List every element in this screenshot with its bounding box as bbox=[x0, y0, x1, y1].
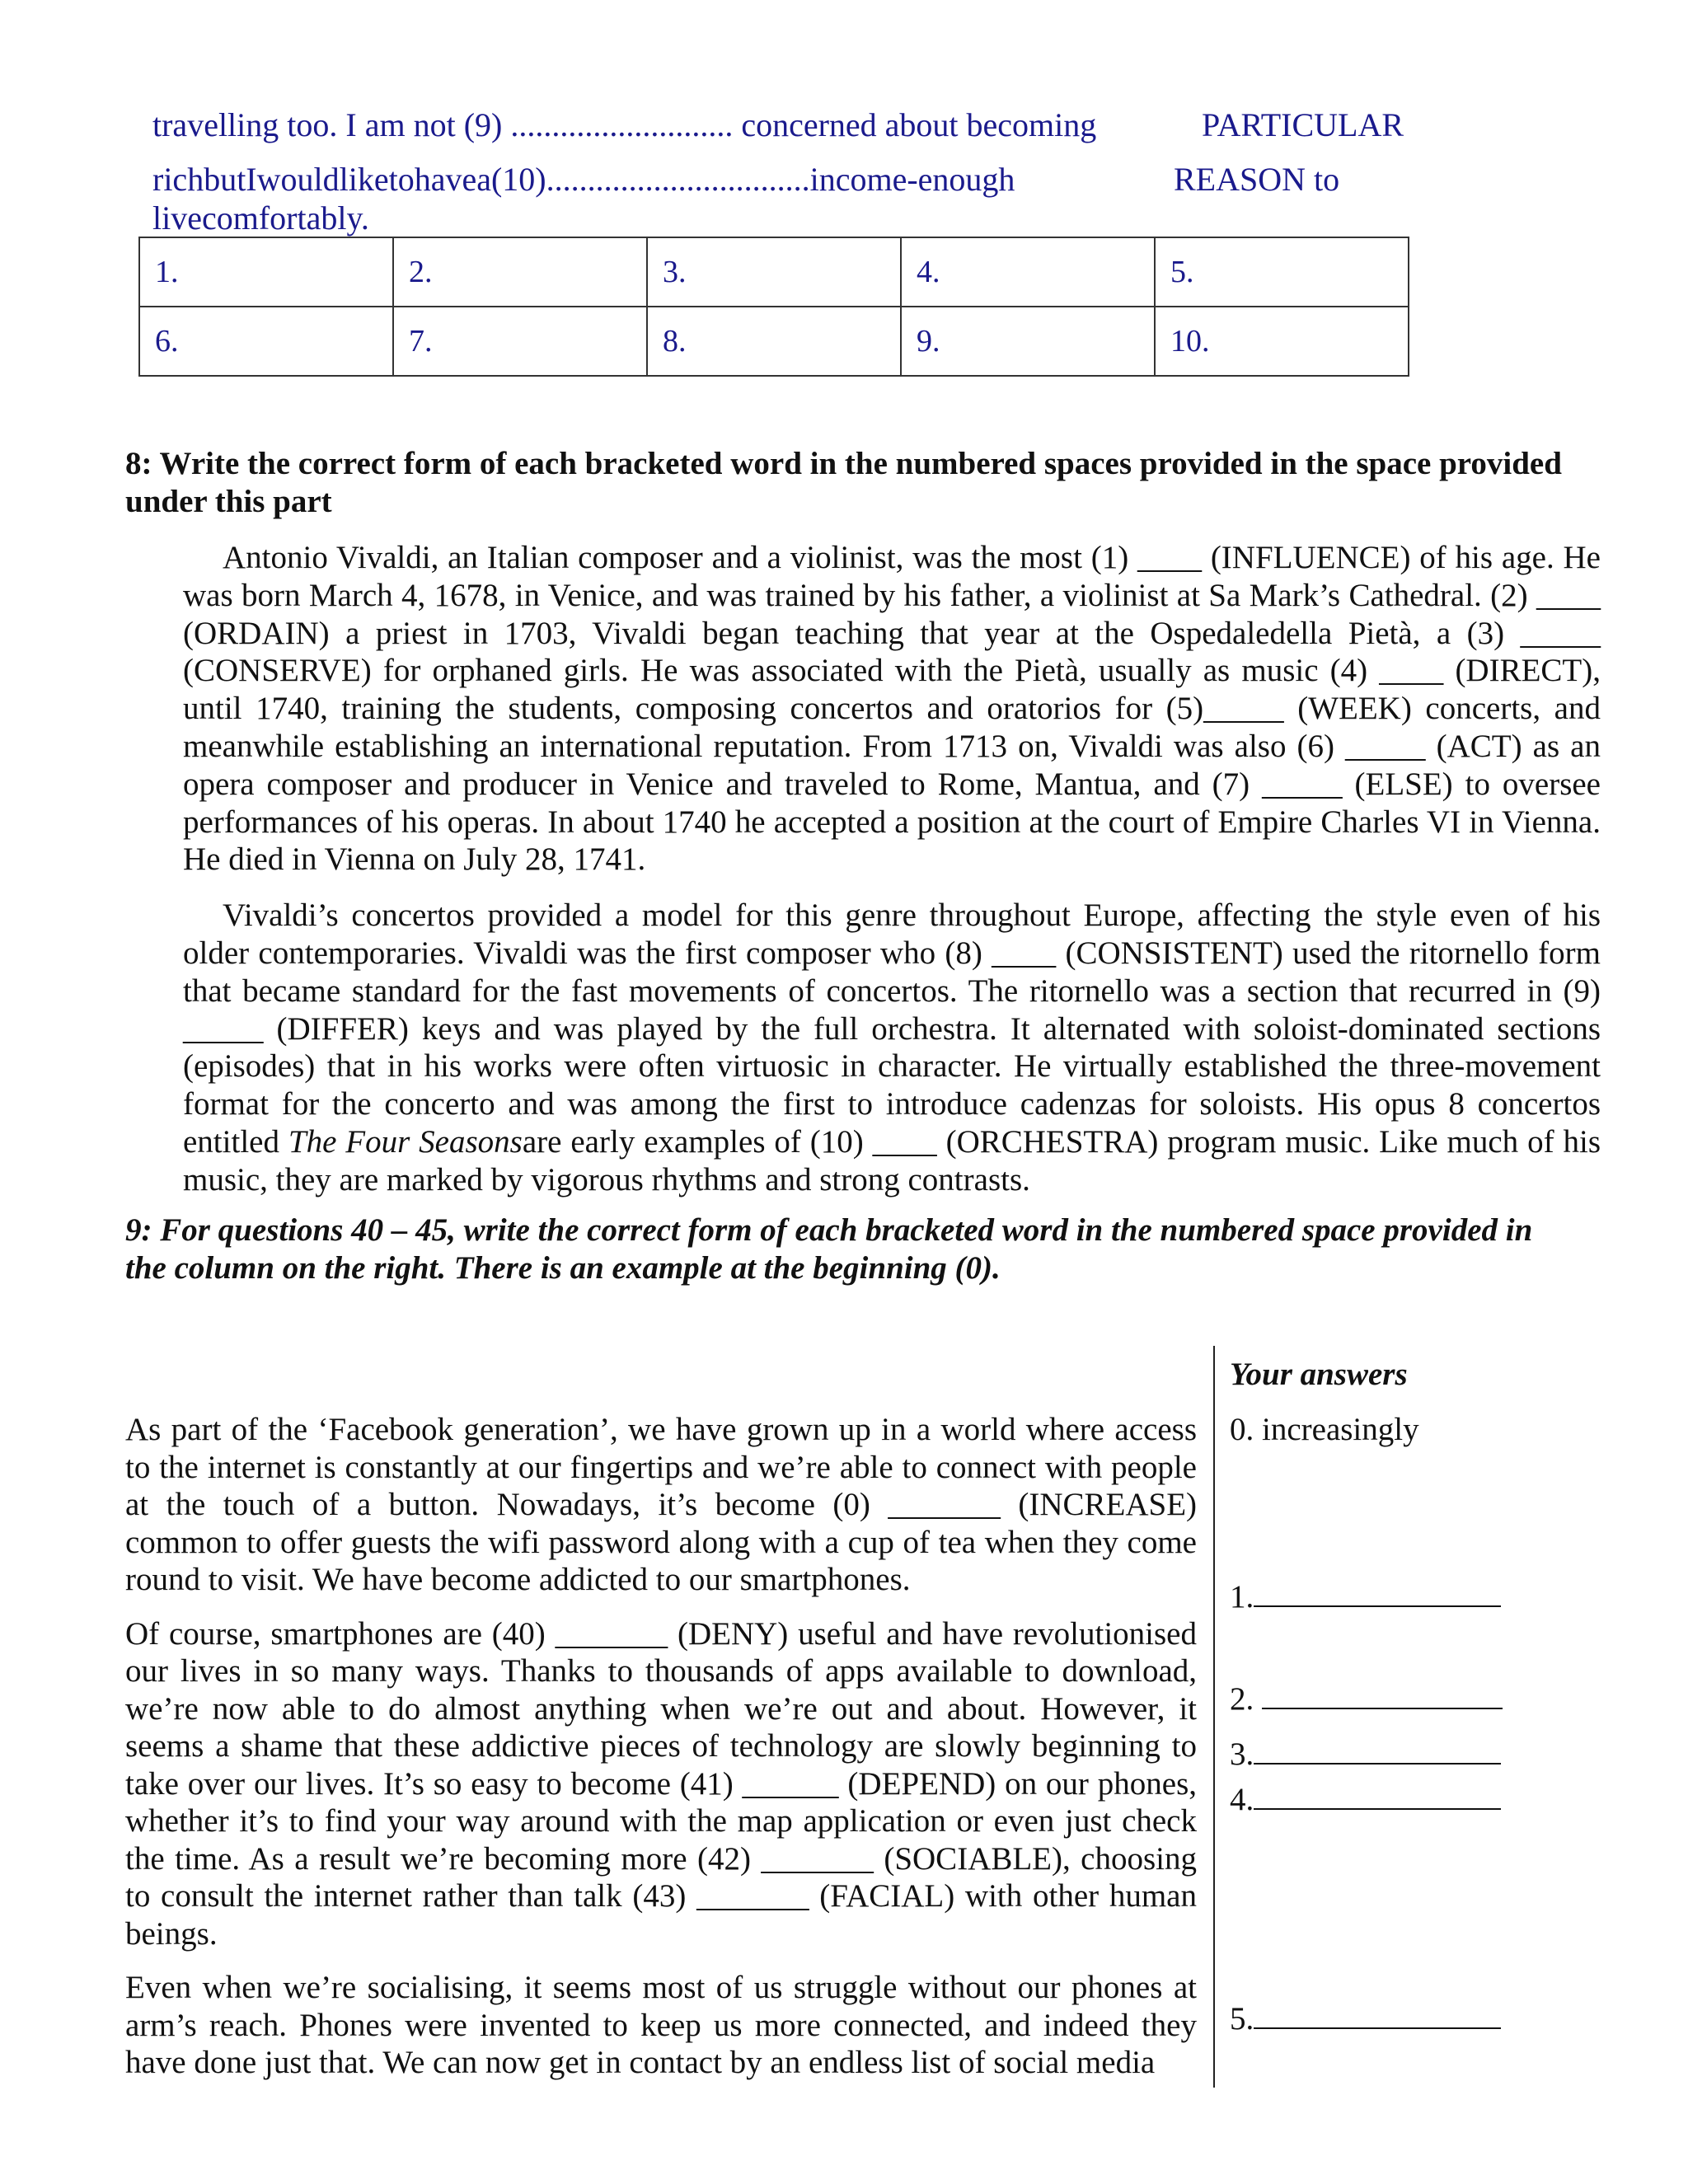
answer-number: 5. bbox=[1230, 2001, 1254, 2036]
answer-blank[interactable] bbox=[1254, 1576, 1501, 1607]
answer-cell[interactable]: 8. bbox=[647, 307, 901, 376]
answer-column-divider bbox=[1213, 1346, 1215, 2088]
answer-line-4[interactable] bbox=[1230, 1779, 1501, 1819]
answer-blank[interactable] bbox=[1254, 1733, 1501, 1765]
section8-paragraph-1: Antonio Vivaldi, an Italian composer and a violinist, was the most (1) ____ (INFLUENCE) of his age. He was born March 4, 1678, in Venice, and was trained by his father, a violinist at Sa Mark’s Cathedral. (2) ____ (ORDAIN) a priest in 1703, Vivaldi began teaching that year at the Ospedaledella Pietà, a (3) _____ (CONSERVE) for orphaned girls. He was associated with the Pietà, usually as music (4) ____ (DIRECT), until 1740, training the students, composing concertos and oratorios for (5)_____ (WEEK) concerts, and meanwhile establishing an international reputation. From 1713 on, Vivaldi was also (6) _____ (ACT) as an opera composer and producer in Venice and traveled to Rome, Mantua, and (7) _____ (ELSE) to oversee performances of his operas. In about 1740 he accepted a position at the court of Empire Charles VI in Vienna. He died in Vienna on July 28, 1741. bbox=[183, 540, 1601, 878]
line2-keyword: REASON to bbox=[1174, 161, 1340, 198]
line3-text: livecomfortably. bbox=[152, 199, 369, 237]
section9-body bbox=[125, 1411, 1197, 2082]
section8-paragraph-2 bbox=[183, 897, 1601, 1198]
answers-heading: Your answers bbox=[1230, 1357, 1408, 1392]
answer-cell[interactable]: 1. bbox=[139, 237, 393, 307]
section9-paragraph-2: Of course, smartphones are (40) _______ (DENY) useful and have revolutionised our lives in so many ways. Thanks to thousands of apps available to download, we’re now able to do almost anything when we’re out and about. However, it seems a shame that these addictive pieces of technology are slowly beginning to take over our lives. It’s so easy to become (41) ______ (DEPEND) on our phones, whether it’s to find your way around with the map application or even just check the time. As a result we’re becoming more (42) _______ (SOCIABLE), choosing to consult the internet rather than talk (43) _______ (FACIAL) with other human beings. bbox=[125, 1615, 1197, 1952]
section8-paragraph-2-end: are early examples of (10) ____ (ORCHESTRA) program music. Like much of his music, they are marked by vigorous rhythms and strong contrasts. bbox=[183, 1123, 1601, 1197]
answer-cell[interactable]: 10. bbox=[1155, 307, 1409, 376]
line2-text: richbutIwouldliketohavea(10)................................income-enough bbox=[152, 161, 1015, 198]
answer-line-3[interactable] bbox=[1230, 1733, 1501, 1774]
answer-number: 1. bbox=[1230, 1579, 1254, 1615]
answer-blank[interactable] bbox=[1254, 1779, 1501, 1810]
answer-cell[interactable]: 7. bbox=[393, 307, 647, 376]
answer-grid bbox=[138, 237, 1409, 377]
section8-heading: 8: Write the correct form of each bracketed word in the numbered spaces provided in the space provided under this part bbox=[125, 446, 1562, 519]
answer-cell[interactable]: 4. bbox=[901, 237, 1155, 307]
line1-text: travelling too. I am not (9) ........................... concerned about becoming bbox=[152, 106, 1097, 143]
work-title: The Four Seasons bbox=[288, 1123, 523, 1160]
answer-line-5[interactable] bbox=[1230, 1998, 1501, 2038]
answer-grid-row bbox=[139, 237, 1409, 307]
answer-number: 3. bbox=[1230, 1736, 1254, 1772]
line1-keyword: PARTICULAR bbox=[1202, 106, 1404, 143]
answer-grid-row bbox=[139, 307, 1409, 376]
answer-cell[interactable]: 6. bbox=[139, 307, 393, 376]
section8-paragraph-2-start: Vivaldi’s concertos provided a model for this genre throughout Europe, affecting the style even of his older contemporaries. Vivaldi was the first composer who (8) ____ (CONSISTENT) used the ritornello form that became standard for the fast movements of concertos. The ritornello was a section that recurred in (9) _____ (DIFFER) keys and was played by the full orchestra. It alternated with soloist-dominated sections (episodes) that in his works were often virtuosic in character. He virtually established the three-movement format for the concerto and was among the first to introduce cadenzas for soloists. His opus 8 concertos entitled bbox=[183, 898, 1601, 1160]
answer-cell[interactable]: 3. bbox=[647, 237, 901, 307]
answer-line-2[interactable] bbox=[1230, 1678, 1503, 1718]
answer-line-1[interactable] bbox=[1230, 1576, 1501, 1616]
section8-body bbox=[183, 539, 1601, 1199]
answer-cell[interactable]: 9. bbox=[901, 307, 1155, 376]
answer-number: 4. bbox=[1230, 1782, 1254, 1817]
answer-cell[interactable]: 5. bbox=[1155, 237, 1409, 307]
section9-paragraph-1: As part of the ‘Facebook generation’, we have grown up in a world where access to the internet is constantly at our fingertips and we’re able to connect with people at the touch of a button. Nowadays, it’s become (0) _______ (INCREASE) common to offer guests the wifi password along with a cup of tea when they come round to visit. We have become addicted to our smartphones. bbox=[125, 1412, 1197, 1597]
answer-blank[interactable] bbox=[1262, 1678, 1503, 1709]
answer-blank[interactable] bbox=[1254, 1998, 1501, 2029]
answer-cell[interactable]: 2. bbox=[393, 237, 647, 307]
answer-example: 0. increasingly bbox=[1230, 1412, 1419, 1447]
section9-paragraph-3: Even when we’re socialising, it seems most of us struggle without our phones at arm’s reach. Phones were invented to keep us more connected, and indeed they have done just that. We can now get in contact by an endless list of social media bbox=[125, 1970, 1197, 2080]
answer-number: 2. bbox=[1230, 1681, 1262, 1717]
section9-heading: 9: For questions 40 – 45, write the correct form of each bracketed word in the numbered space provided in the column on the right. There is an example at the beginning (0). bbox=[125, 1212, 1533, 1286]
